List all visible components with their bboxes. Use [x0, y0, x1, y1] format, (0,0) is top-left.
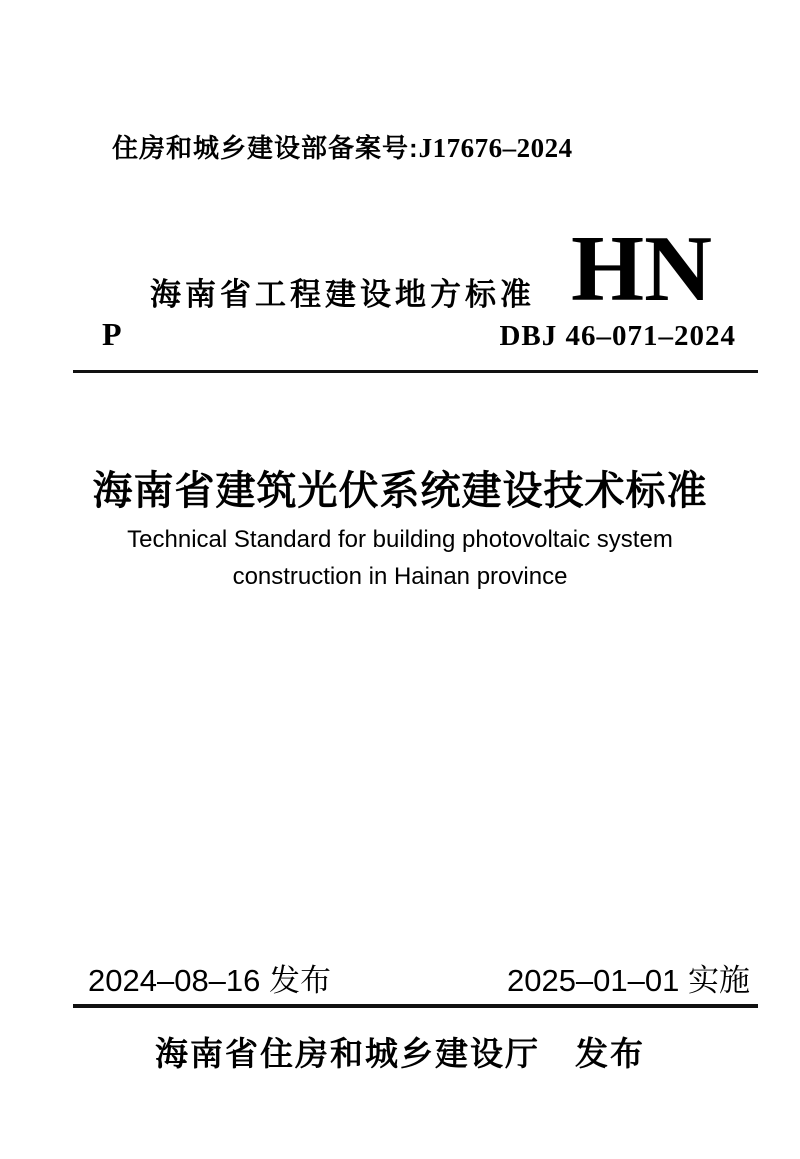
publisher: 海南省住房和城乡建设厅 发布 [155, 1035, 645, 1072]
document-title-en-line1: Technical Standard for building photovoltaic system [127, 526, 673, 553]
document-title-en [0, 521, 800, 595]
record-number-label: 住房和城乡建设部备案号: [112, 133, 419, 163]
document-title-zh: 海南省建筑光伏系统建设技术标准 [92, 469, 708, 513]
standard-number: DBJ 46–071–2024 [499, 320, 736, 352]
classification-mark: P [102, 316, 122, 352]
footer-divider-line [73, 1004, 758, 1008]
document-title-en-line2: construction in Hainan province [232, 563, 568, 590]
effective-date: 2025–01–01 实施 [506, 963, 750, 998]
record-number-value: J17676–2024 [418, 133, 573, 163]
record-number [112, 128, 573, 165]
standard-type-label: 海南省工程建设地方标准 [150, 277, 535, 312]
header-divider-line [73, 370, 758, 373]
issue-date: 2024–08–16 发布 [88, 963, 332, 998]
dates-row [88, 955, 750, 1000]
region-code-mark: HN [571, 217, 712, 321]
